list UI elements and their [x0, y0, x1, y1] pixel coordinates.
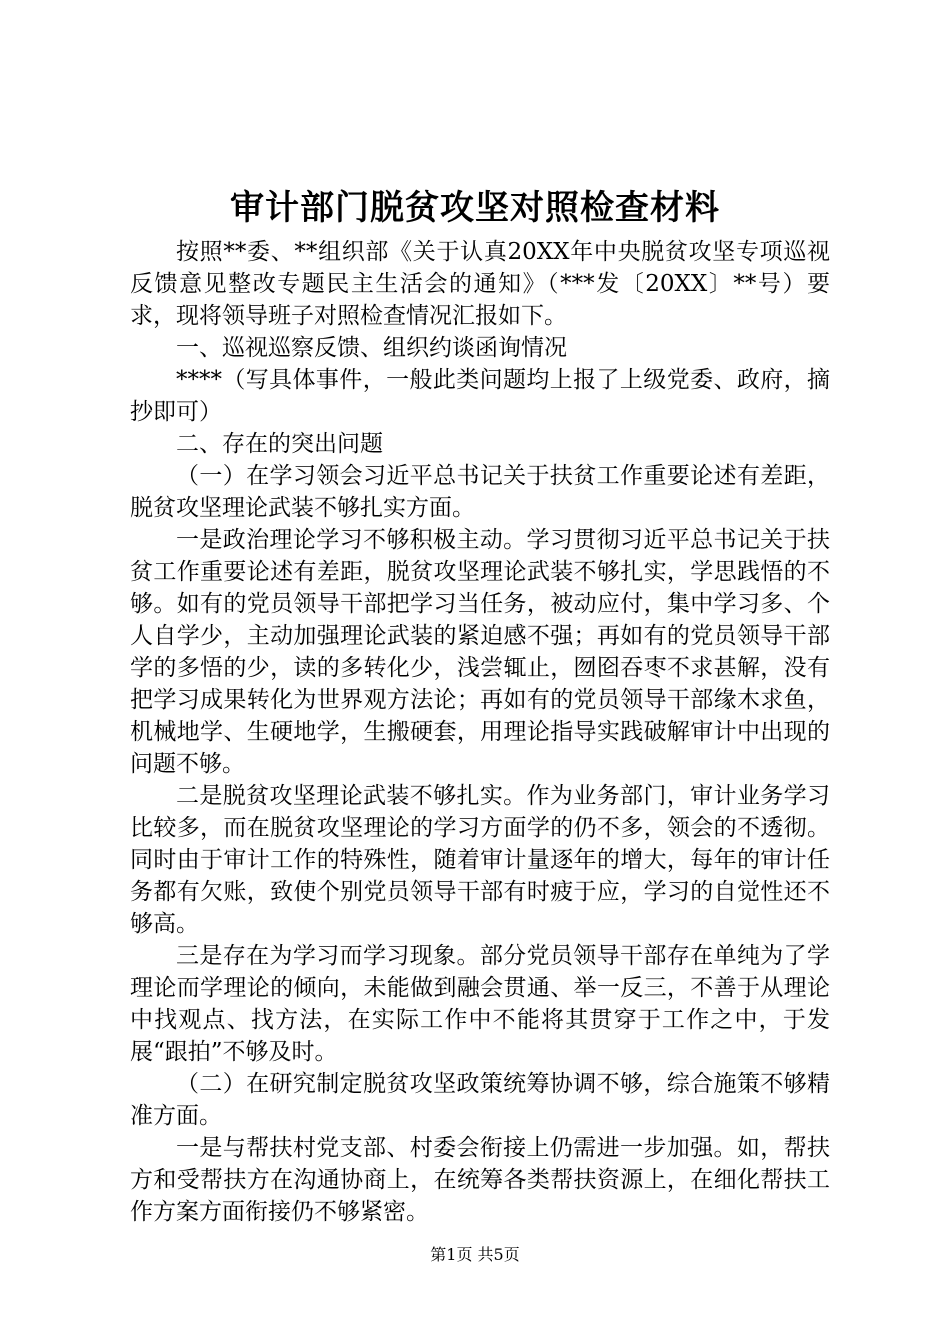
document-title: 审计部门脱贫攻坚对照检查材料 [230, 188, 720, 228]
section-heading: 二、存在的突出问题 [176, 431, 383, 457]
subsection-heading: （二）在研究制定脱贫攻坚政策统筹协调不够，综合施策不够精准方面。 [130, 1071, 830, 1129]
paragraph: 二是脱贫攻坚理论武装不够扎实。作为业务部门，审计业务学习比较多，而在脱贫攻坚理论的学习方面学的仍不多，领会的不透彻。同时由于审计工作的特殊性，随着审计量逐年的增大，每年的审计任务都有欠账，致使个别党员领导干部有时疲于应，学习的自觉性还不够高。 [130, 783, 830, 937]
paragraph: 按照**委、**组织部《关于认真20XX年中央脱贫攻坚专项巡视反馈意见整改专题民主生活会的通知》（***发〔20XX〕**号）要求，现将领导班子对照检查情况汇报如下。 [130, 239, 830, 329]
section-heading: 一、巡视巡察反馈、组织约谈函询情况 [176, 335, 567, 361]
subsection-heading: （一）在学习领会习近平总书记关于扶贫工作重要论述有差距，脱贫攻坚理论武装不够扎实方面。 [130, 463, 830, 521]
paragraph: ****（写具体事件，一般此类问题均上报了上级党委、政府，摘抄即可） [130, 367, 830, 425]
page-footer: 第1页 共5页 [430, 1245, 520, 1264]
paragraph: 一是与帮扶村党支部、村委会衔接上仍需进一步加强。如，帮扶方和受帮扶方在沟通协商上，在统筹各类帮扶资源上，在细化帮扶工作方案方面衔接仍不够紧密。 [130, 1135, 830, 1225]
document-body [130, 236, 830, 1228]
paragraph: 三是存在为学习而学习现象。部分党员领导干部存在单纯为了学理论而学理论的倾向，未能做到融会贯通、举一反三，不善于从理论中找观点、找方法，在实际工作中不能将其贯穿于工作之中，于发展“跟拍”不够及时。 [130, 943, 830, 1065]
paragraph: 一是政治理论学习不够积极主动。学习贯彻习近平总书记关于扶贫工作重要论述有差距，脱贫攻坚理论武装不够扎实，学思践悟的不够。如有的党员领导干部把学习当任务，被动应付，集中学习多、个人自学少，主动加强理论武装的紧迫感不强；再如有的党员领导干部学的多悟的少，读的多转化少，浅尝辄止，囫囵吞枣不求甚解，没有把学习成果转化为世界观方法论；再如有的党员领导干部缘木求鱼，机械地学、生硬地学，生搬硬套，用理论指导实践破解审计中出现的问题不够。 [130, 527, 830, 777]
